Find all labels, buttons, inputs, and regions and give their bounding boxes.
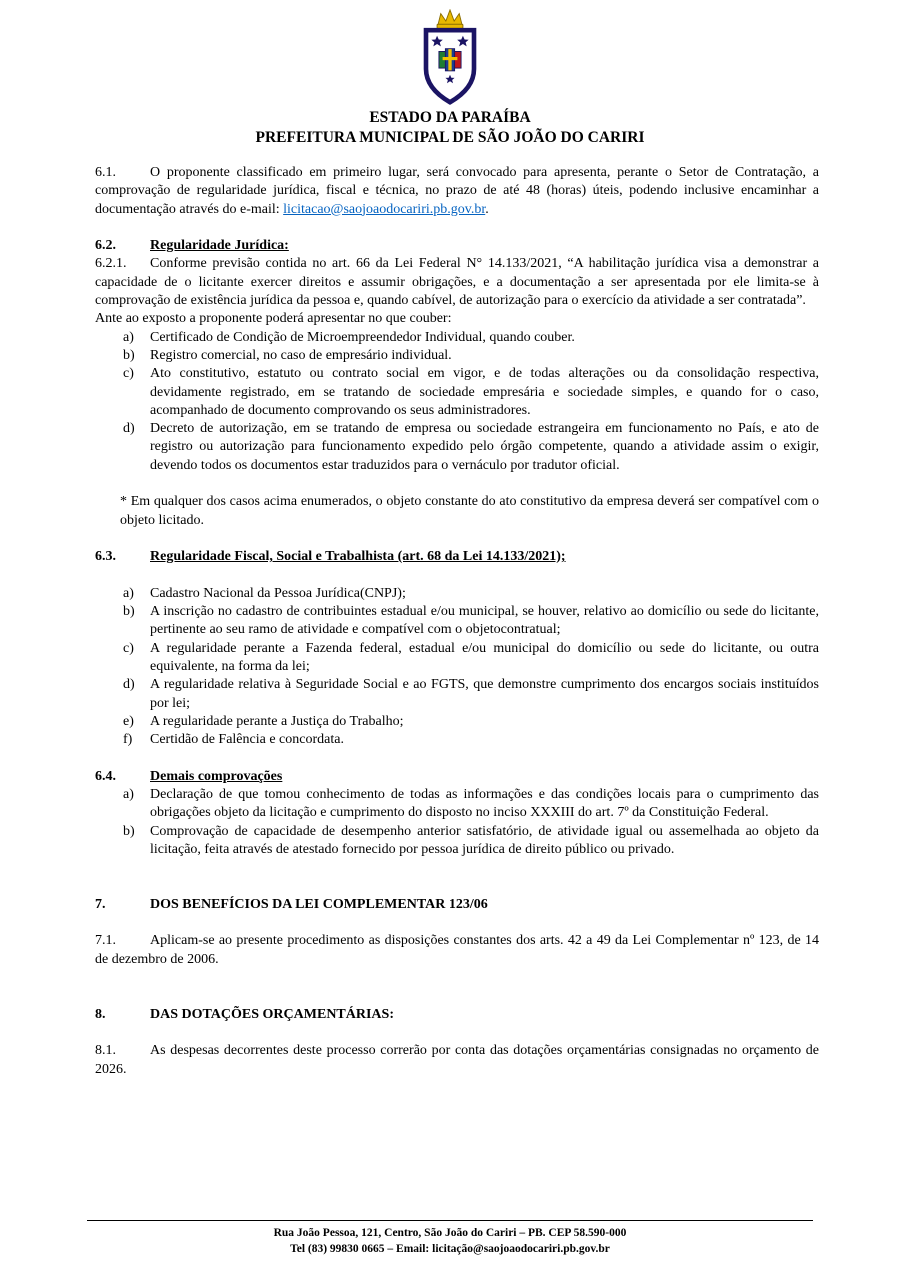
list-item bbox=[123, 713, 819, 731]
section-heading bbox=[95, 768, 819, 786]
list-item bbox=[123, 420, 819, 475]
section-number: 6.4. bbox=[95, 768, 116, 784]
coat-of-arms-icon bbox=[412, 9, 488, 105]
list-item bbox=[123, 365, 819, 420]
section-title: Regularidade Jurídica: bbox=[150, 238, 289, 254]
crest-container bbox=[0, 0, 900, 105]
document-footer bbox=[0, 1220, 900, 1257]
header-municipality: PREFEITURA MUNICIPAL DE SÃO JOÃO DO CARIRI bbox=[255, 129, 645, 146]
list-item bbox=[123, 603, 819, 640]
list-marker: a) bbox=[123, 787, 134, 803]
list-item-text: Decreto de autorização, em se tratando de empresa ou sociedade estrangeira em funcionamento no País, e ato de registro ou autorização para funcionamento expedido pelo órgão competente, quando a atividade assim o exigir, devendo todos os documentos estar traduzidos para o vernáculo por tradutor oficial. bbox=[150, 421, 819, 473]
list-marker: d) bbox=[123, 421, 135, 437]
list-item-text: Ato constitutivo, estatuto ou contrato social em vigor, e de todas alterações ou da consolidação respectiva, devidamente registrado, em se tratando de sociedade empresária e sociedade simples, e quando for o caso, acompanhado de documento comprovando os seus administradores. bbox=[150, 366, 819, 418]
blank-line bbox=[95, 530, 819, 548]
list-marker: f) bbox=[123, 732, 133, 748]
email-link[interactable]: licitacao@saojoaodocariri.pb.gov.br bbox=[283, 201, 486, 217]
section-number: 6.1. bbox=[95, 165, 116, 180]
lettered-list bbox=[95, 786, 819, 859]
list-item-text: A regularidade perante a Justiça do Trabalho; bbox=[150, 713, 404, 729]
list-marker: b) bbox=[123, 823, 135, 839]
list-item-text: Cadastro Nacional da Pessoa Jurídica(CNPJ); bbox=[150, 585, 406, 601]
list-marker: a) bbox=[123, 329, 134, 345]
section-heading bbox=[95, 237, 819, 255]
section-number: 6.3. bbox=[95, 549, 116, 565]
list-item bbox=[123, 585, 819, 603]
document-header bbox=[0, 108, 900, 148]
lettered-list bbox=[95, 585, 819, 750]
section-number: 6.2.1. bbox=[95, 256, 127, 272]
section-heading bbox=[95, 548, 819, 566]
section-title: DOS BENEFÍCIOS DA LEI COMPLEMENTAR 123/06 bbox=[150, 896, 488, 912]
list-marker: c) bbox=[123, 366, 134, 382]
list-marker: a) bbox=[123, 585, 134, 601]
blank-line bbox=[95, 969, 819, 987]
lettered-list bbox=[95, 329, 819, 475]
blank-line bbox=[95, 1024, 819, 1042]
footer-address: Rua João Pessoa, 121, Centro, São João do Cariri – PB. CEP 58.590-000 bbox=[273, 1227, 627, 1239]
blank-line bbox=[95, 475, 819, 493]
list-item-text: A regularidade relativa à Seguridade Social e ao FGTS, que demonstre cumprimento dos encargos sociais instituídos por lei; bbox=[150, 677, 819, 711]
list-marker: c) bbox=[123, 640, 134, 656]
blank-line bbox=[95, 914, 819, 932]
section-title: Regularidade Fiscal, Social e Trabalhista (art. 68 da Lei 14.133/2021); bbox=[150, 549, 566, 565]
blank-line bbox=[95, 987, 819, 1005]
paragraph: Ante ao exposto a proponente poderá apresentar no que couber: bbox=[95, 311, 452, 327]
footer-contact: Tel (83) 99830 0665 – Email: licitação@saojoaodocariri.pb.gov.br bbox=[290, 1242, 610, 1255]
list-item bbox=[123, 640, 819, 677]
section-number: 8. bbox=[95, 1006, 106, 1022]
list-item-text: Registro comercial, no caso de empresário individual. bbox=[150, 347, 452, 363]
blank-line bbox=[95, 878, 819, 896]
list-marker: e) bbox=[123, 713, 134, 729]
header-state: ESTADO DA PARAÍBA bbox=[369, 109, 531, 126]
section-number: 7. bbox=[95, 896, 106, 912]
list-item bbox=[123, 786, 819, 823]
paragraph: 6.1. O proponente classificado em primeiro lugar, será convocado para apresenta, perante o Setor de Contratação, a comprovação de regularidade jurídica, fiscal e técnica, no prazo de até 48 (horas) úteis, podendo inclusive encaminhar a documentação através do e-mail: licitacao@saojoaodocariri.pb.gov.br. bbox=[95, 165, 819, 217]
footer-divider bbox=[87, 1220, 813, 1221]
list-marker: b) bbox=[123, 604, 135, 620]
list-item bbox=[123, 823, 819, 860]
section-number: 6.2. bbox=[95, 238, 116, 254]
blank-line bbox=[95, 219, 819, 237]
paragraph: 8.1. As despesas decorrentes deste processo correrão por conta das dotações orçamentárias consignadas no orçamento de 2026. bbox=[95, 1043, 819, 1077]
section-title: DAS DOTAÇÕES ORÇAMENTÁRIAS: bbox=[150, 1006, 394, 1022]
paragraph: 6.2.1. Conforme previsão contida no art. 66 da Lei Federal N° 14.133/2021, “A habilitação jurídica visa a demonstrar a capacidade de o licitante exercer direitos e assumir obrigações, e a documentação a ser apresentada por ele limita-se à comprovação de existência jurídica da pessoa e, quando cabível, de autorização para o exercício da atividade a ser contratada”. bbox=[95, 256, 819, 309]
list-item bbox=[123, 731, 819, 749]
list-item-text: Certificado de Condição de Microempreendedor Individual, quando couber. bbox=[150, 329, 575, 345]
blank-line bbox=[95, 567, 819, 585]
blank-line bbox=[95, 859, 819, 877]
section-number: 7.1. bbox=[95, 933, 116, 949]
list-item-text: Comprovação de capacidade de desempenho anterior satisfatório, de atividade igual ou assemelhada ao objeto da licitação, feita através de atestado fornecido por pessoa jurídica de direito público ou privado. bbox=[150, 823, 819, 857]
list-marker: b) bbox=[123, 347, 135, 363]
list-item-text: Declaração de que tomou conhecimento de todas as informações e das condições locais para o cumprimento das obrigações objeto da licitação e cumprimento do disposto no inciso XXXIII do art. 7º da Constituição Federal. bbox=[150, 787, 819, 821]
note-paragraph: * Em qualquer dos casos acima enumerados, o objeto constante do ato constitutivo da empresa deverá ser compatível com o objeto licitado. bbox=[120, 494, 819, 528]
list-item bbox=[123, 676, 819, 713]
document-body bbox=[95, 164, 819, 1079]
section-title: Demais comprovações bbox=[150, 768, 283, 784]
section-heading bbox=[95, 1006, 819, 1024]
list-item bbox=[123, 347, 819, 365]
list-marker: d) bbox=[123, 677, 135, 693]
paragraph: 7.1. Aplicam-se ao presente procedimento as disposições constantes dos arts. 42 a 49 da Lei Complementar nº 123, de 14 de dezembro de 2006. bbox=[95, 933, 819, 967]
section-number: 8.1. bbox=[95, 1043, 116, 1059]
blank-line bbox=[95, 750, 819, 768]
list-item-text: A regularidade perante a Fazenda federal, estadual e/ou municipal do domicílio ou sede do licitante, ou outra equivalente, na forma da lei; bbox=[150, 640, 819, 675]
list-item bbox=[123, 329, 819, 347]
list-item-text: A inscrição no cadastro de contribuintes estadual e/ou municipal, se houver, relativo ao domicílio ou sede do licitante, pertinente ao seu ramo de atividade e compatível com o objetocontratual; bbox=[150, 604, 819, 638]
list-item-text: Certidão de Falência e concordata. bbox=[150, 732, 344, 748]
section-heading bbox=[95, 896, 819, 914]
